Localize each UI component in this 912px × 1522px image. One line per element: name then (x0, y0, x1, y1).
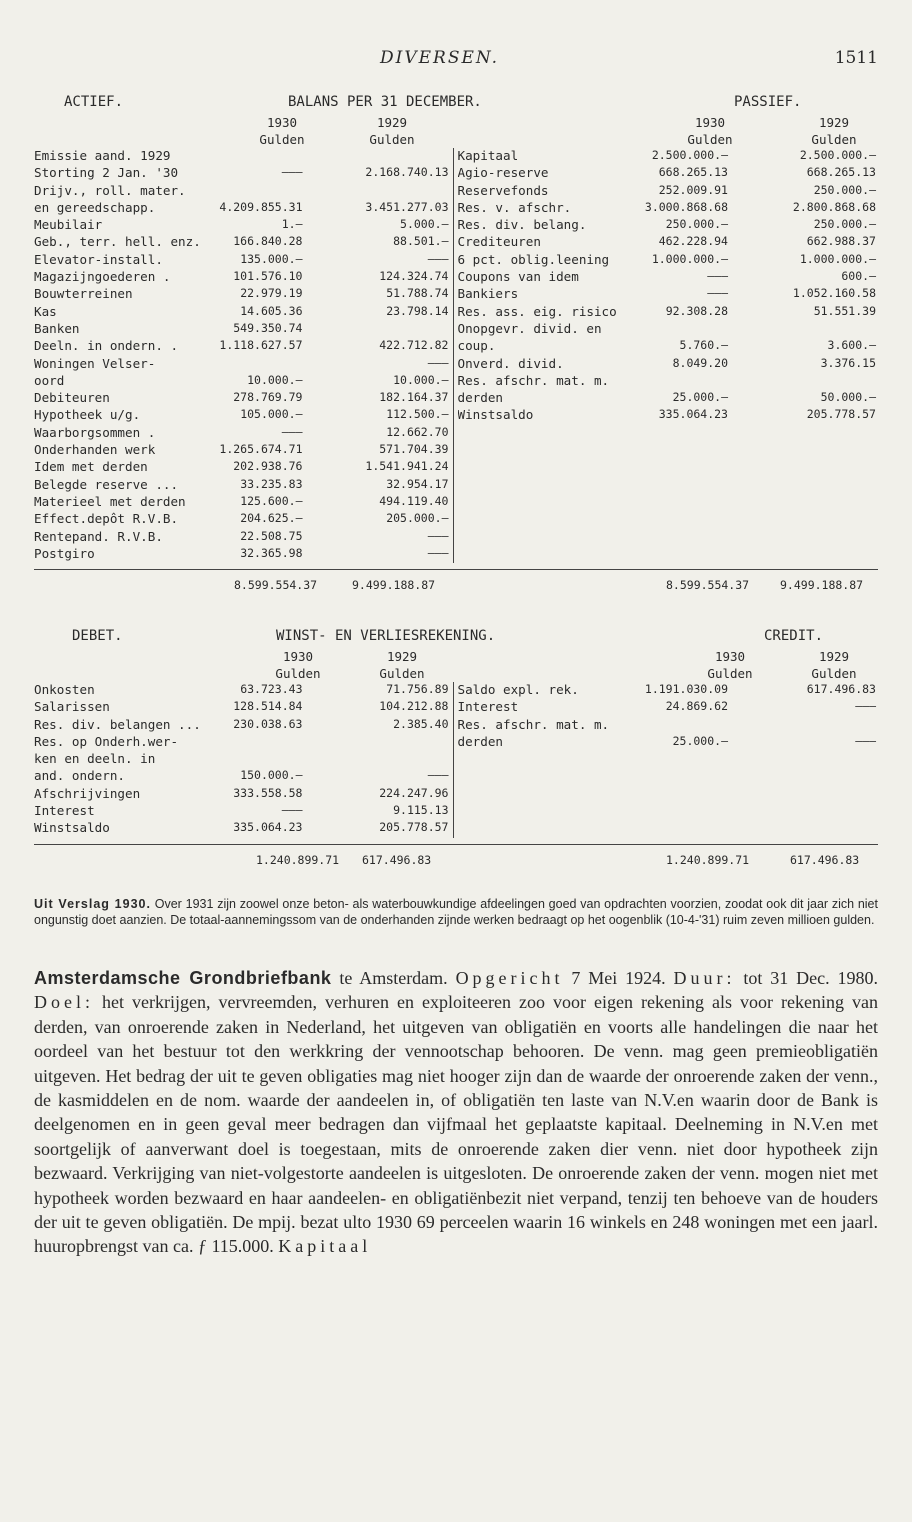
row-label: Res. div. belang. (457, 217, 587, 233)
credit-label: CREDIT. (764, 628, 824, 644)
value-1929: 600.— (841, 269, 876, 284)
year-1929: 1929 (376, 115, 408, 130)
value-1930: ——— (281, 165, 303, 180)
row-label: Crediteuren (457, 234, 541, 250)
value-1929: 88.501.— (393, 234, 449, 249)
value-1929: 51.788.74 (386, 286, 449, 301)
asset-row (34, 390, 453, 407)
credit-row (458, 682, 879, 699)
year-1929: 1929 (818, 115, 850, 130)
row-label: Reservefonds (457, 182, 549, 198)
row-label: Elevator-install. (34, 251, 163, 267)
value-1929: 617.496.83 (806, 682, 876, 696)
asset-row (34, 200, 453, 217)
pl-column-headers (34, 648, 878, 682)
pl-totals (34, 844, 878, 873)
value-1930: 2.500.000.— (651, 148, 728, 162)
asset-row (34, 546, 453, 563)
value-1929: 668.265.13 (806, 165, 876, 180)
value-1930: ——— (281, 424, 303, 439)
row-label: Res. afschr. mat. m. (457, 372, 610, 388)
asset-row (34, 148, 453, 165)
value-1929: 224.247.96 (379, 785, 449, 800)
credit-row (458, 699, 879, 716)
liability-row (458, 217, 879, 234)
value-1930: 1.000.000.— (651, 251, 728, 266)
asset-row (34, 321, 453, 338)
value-1929: 112.500.— (386, 407, 449, 422)
row-label: Onkosten (34, 682, 95, 697)
liability-row (458, 269, 879, 286)
row-label: oord (34, 372, 65, 388)
liability-row (458, 356, 879, 373)
row-label: Woningen Velser- (34, 355, 156, 371)
total-liabilities-1929: 9.499.188.87 (780, 578, 864, 593)
unit: Gulden (811, 666, 857, 681)
row-label: Geb., terr. hell. enz. (34, 234, 201, 250)
total-credit-1930: 1.240.899.71 (666, 853, 750, 867)
value-1929: 124.324.74 (379, 269, 449, 284)
row-label: Res. afschr. mat. m. (457, 716, 610, 732)
asset-row (34, 459, 453, 476)
row-label: Res. op Onderh.wer- (34, 733, 179, 749)
row-label: coup. (457, 338, 496, 354)
row-label: Belegde reserve ... (34, 476, 179, 492)
row-label: Kapitaal (457, 148, 519, 163)
value-1929: 422.712.82 (379, 338, 449, 353)
value-1930: 25.000.— (672, 390, 728, 405)
asset-row (34, 407, 453, 424)
row-label: Bouwterreinen (34, 286, 133, 302)
value-1929: 51.551.39 (813, 303, 876, 318)
value-1930: 668.265.13 (658, 165, 728, 180)
total-liabilities-1930: 8.599.554.37 (666, 578, 750, 593)
liabilities-column (454, 148, 879, 563)
value-1930: 1.265.674.71 (219, 442, 303, 457)
value-1929: 205.778.57 (806, 407, 876, 422)
asset-row (34, 356, 453, 373)
value-1929: 10.000.— (393, 372, 449, 387)
balance-titlebar (34, 94, 878, 114)
row-label: Winstsaldo (34, 820, 110, 836)
debit-row (34, 717, 453, 734)
row-label: Emissie aand. 1929 (34, 148, 171, 163)
value-1930: 101.576.10 (233, 269, 303, 284)
unit: Gulden (369, 132, 415, 147)
total-debit-1930: 1.240.899.71 (256, 853, 340, 867)
asset-row (34, 373, 453, 390)
assets-column (34, 148, 454, 563)
value-1930: 25.000.— (672, 733, 728, 748)
row-label: Effect.depôt R.V.B. (34, 511, 179, 527)
value-1929: 2.800.868.68 (792, 199, 876, 214)
asset-row (34, 165, 453, 182)
debet-label: DEBET. (72, 628, 123, 644)
row-label: Interest (457, 699, 519, 715)
unit: Gulden (379, 666, 425, 681)
value-1929: ——— (427, 251, 449, 266)
value-1930: 1.— (281, 217, 303, 232)
value-1930: 335.064.23 (233, 820, 303, 835)
liability-row (458, 252, 879, 269)
liability-row (458, 286, 879, 303)
note-text: Over 1931 zijn zoowel onze beton- als waterbouwkundige afdeelingen goed van opdrachten voorzien, zoodat ook dit jaar zich niet ongunstig doet aanzien. De totaal-aannemingssom van de onderhanden zijnde werken bedraagt op het oogenblik (10-4-'31) ruim zeven millioen gulden. (34, 897, 878, 927)
value-1929: 494.119.40 (379, 493, 449, 508)
row-label: Salarissen (34, 699, 110, 715)
value-1929: ——— (855, 699, 876, 714)
row-label: and. ondern. (34, 768, 125, 784)
asset-row (34, 234, 453, 251)
credit-row (458, 717, 879, 734)
value-1930: 125.600.— (240, 493, 303, 508)
value-1930: 63.723.43 (240, 682, 303, 696)
asset-row (34, 442, 453, 459)
total-assets-1929: 9.499.188.87 (352, 578, 436, 593)
asset-row (34, 269, 453, 286)
pl-title: WINST- EN VERLIESREKENING. (276, 628, 496, 644)
asset-row (34, 338, 453, 355)
value-1929: ——— (855, 733, 876, 748)
liability-row (458, 183, 879, 200)
row-label: Banken (34, 320, 80, 336)
row-label: Magazijngoederen . (34, 269, 171, 285)
total-credit-1929: 617.496.83 (790, 853, 860, 867)
row-label: Onverd. divid. (457, 355, 564, 371)
row-label: Winstsaldo (457, 407, 534, 423)
value-1929: 662.988.37 (806, 234, 876, 249)
entry-body: het verkrijgen, vervreemden, verhuren en exploiteeren zoo voor eigen rekening als voor rekening van derden, van onroerende zaken in Nederland, het uitgeven van obligatiën en voorts alle handelingen die naar het oordeel van het bestuur tot den werkkring der vennootschap behooren. De venn. mag geen premieobligatiën uitgeven. Het bedrag der uit te geven obligaties mag niet hooger zijn dan de waarde der onroerende zaken der venn., de kasmiddelen en de nom. waarde der aandeelen in, of obligatiën ten laste van N.V.en waarin door de Bank is deelgenomen en in geen geval meer bedragen dan vijfmaal het geplaatste kapitaal. Deelneming in N.V.en met soortgelijk of aanverwant doel is toegestaan, mits de onroerende zaken dier venn. niet door hypotheek zijn bezwaard. Verkrijging van niet-volgestorte aandeelen is uitgesloten. De onroerende zaken der venn. mogen niet met hypotheek worden bezwaard en haar aandeelen- en obligatiënbezit niet verpand, tenzij ten behoeve van de houders der uit te geven obligatiën. De mpij. bezat ulto 1930 69 perceelen waarin 16 winkels en 248 woningen met een jaarl. huuropbrengst van ca. ƒ 115.000. (34, 992, 878, 1257)
value-1929: 71.756.89 (386, 682, 449, 696)
doel-label: Doel: (34, 992, 94, 1013)
debit-row (34, 820, 453, 837)
duur-value: tot 31 Dec. 1980. (743, 968, 879, 988)
debit-column (34, 682, 454, 838)
liability-row (458, 200, 879, 217)
value-1929: 12.662.70 (386, 424, 449, 439)
row-label: ken en deeln. in (34, 751, 156, 767)
total-assets-1930: 8.599.554.37 (234, 578, 318, 593)
note-lead: Uit Verslag 1930. (34, 897, 151, 911)
year-1930: 1930 (282, 649, 314, 664)
row-label: Drijv., roll. mater. (34, 182, 186, 198)
value-1929: 250.000.— (813, 182, 876, 197)
row-label: Storting 2 Jan. '30 (34, 165, 179, 181)
liability-row (458, 148, 879, 165)
value-1930: 250.000.— (665, 217, 728, 232)
row-label: Bankiers (457, 286, 519, 302)
page-number: 1511 (834, 48, 878, 68)
asset-row (34, 183, 453, 200)
value-1929: ——— (427, 545, 449, 560)
value-1930: 92.308.28 (665, 303, 728, 318)
value-1930: 22.508.75 (240, 528, 303, 543)
company-place: te Amsterdam. (339, 968, 448, 988)
value-1929: 32.954.17 (386, 476, 449, 491)
value-1929: 205.778.57 (379, 820, 449, 835)
value-1929: 2.385.40 (393, 716, 449, 731)
value-1930: 204.625.— (240, 511, 303, 526)
company-name: Amsterdamsche Grondbriefbank (34, 968, 332, 988)
liability-row (458, 338, 879, 355)
value-1929: ——— (427, 355, 449, 370)
kapitaal-label: Kapitaal (278, 1236, 372, 1257)
row-label: Onopgevr. divid. en (457, 320, 602, 336)
value-1929: 2.500.000.— (799, 148, 876, 162)
unit: Gulden (811, 132, 857, 147)
asset-row (34, 304, 453, 321)
value-1930: 10.000.— (247, 372, 303, 387)
row-label: Onderhanden werk (34, 442, 156, 458)
value-1930: 22.979.19 (240, 286, 303, 301)
value-1929: 3.376.15 (820, 355, 876, 370)
liability-row (458, 321, 879, 338)
balance-totals (34, 569, 878, 598)
row-label: Idem met derden (34, 459, 148, 475)
row-label: Waarborgsommen . (34, 424, 156, 440)
value-1929: 1.000.000.— (799, 251, 876, 266)
value-1930: 14.605.36 (240, 303, 303, 318)
liability-row (458, 373, 879, 390)
year-1930: 1930 (694, 115, 726, 130)
value-1930: 105.000.— (240, 407, 303, 422)
year-1929: 1929 (818, 649, 850, 664)
value-1930: 24.869.62 (665, 699, 728, 714)
value-1929: 23.798.14 (386, 303, 449, 318)
row-label: Rentepand. R.V.B. (34, 528, 163, 544)
pl-titlebar (34, 628, 878, 648)
row-label: Postgiro (34, 545, 95, 561)
value-1930: ——— (707, 269, 728, 284)
liability-row (458, 407, 879, 424)
liability-row (458, 234, 879, 251)
asset-row (34, 477, 453, 494)
value-1929: 205.000.— (386, 511, 449, 526)
row-label: Res. v. afschr. (457, 199, 572, 215)
row-label: Res. div. belangen ... (34, 716, 201, 732)
liability-row (458, 390, 879, 407)
running-title: DIVERSEN. (380, 48, 500, 68)
year-1929: 1929 (386, 649, 418, 664)
value-1929: ——— (427, 768, 449, 783)
debit-row (34, 751, 453, 768)
row-label: Kas (34, 303, 57, 319)
annual-report-note (34, 896, 878, 928)
row-label: Coupons van idem (457, 269, 579, 285)
value-1930: 166.840.28 (233, 234, 303, 249)
asset-row (34, 252, 453, 269)
row-label: Res. ass. eig. risico (457, 303, 617, 319)
value-1929: 2.168.740.13 (365, 165, 449, 180)
row-label: Debiteuren (34, 390, 110, 406)
row-label: Deeln. in ondern. . (34, 338, 179, 354)
credit-row (458, 734, 879, 751)
debit-row (34, 734, 453, 751)
debit-row (34, 682, 453, 699)
value-1929: 50.000.— (820, 390, 876, 405)
year-1930: 1930 (714, 649, 746, 664)
unit: Gulden (275, 666, 321, 681)
debit-row (34, 768, 453, 785)
value-1929: 182.164.37 (379, 390, 449, 405)
row-label: Agio-reserve (457, 165, 549, 181)
row-label: derden (457, 390, 503, 406)
value-1930: ——— (707, 286, 728, 301)
balance-column-headers (34, 114, 878, 148)
value-1930: 32.365.98 (240, 545, 303, 560)
value-1930: 202.938.76 (233, 459, 303, 474)
value-1929: 250.000.— (813, 217, 876, 232)
value-1930: 1.191.030.09 (644, 682, 728, 696)
value-1930: 4.209.855.31 (219, 199, 303, 214)
year-1930: 1930 (266, 115, 298, 130)
row-label: Interest (34, 803, 95, 819)
value-1930: 333.558.58 (233, 785, 303, 800)
value-1930: 462.228.94 (658, 234, 728, 249)
page-header (0, 48, 912, 74)
asset-row (34, 217, 453, 234)
value-1929: 1.541.941.24 (365, 459, 449, 474)
row-label: derden (457, 733, 503, 749)
row-label: Saldo expl. rek. (457, 682, 579, 697)
profit-loss-account (34, 628, 878, 873)
value-1930: 549.350.74 (233, 320, 303, 335)
row-label: Afschrijvingen (34, 785, 141, 801)
value-1930: ——— (281, 803, 303, 818)
value-1930: 252.009.91 (658, 182, 728, 197)
row-label: Materieel met derden (34, 493, 186, 509)
value-1929: 5.000.— (400, 217, 449, 232)
credit-column (454, 682, 879, 838)
value-1929: 104.212.88 (379, 699, 449, 714)
value-1930: 33.235.83 (240, 476, 303, 491)
debit-row (34, 699, 453, 716)
row-label: Hypotheek u/g. (34, 407, 141, 423)
value-1929: 1.052.160.58 (792, 286, 876, 301)
opgericht-label: Opgericht (455, 968, 564, 988)
value-1930: 1.118.627.57 (219, 338, 303, 353)
opgericht-date: 7 Mei 1924. (571, 968, 666, 988)
value-1930: 128.514.84 (233, 699, 303, 714)
total-debit-1929: 617.496.83 (362, 853, 432, 867)
value-1930: 278.769.79 (233, 390, 303, 405)
value-1930: 150.000.— (240, 768, 303, 783)
value-1929: 3.600.— (827, 338, 876, 353)
asset-row (34, 529, 453, 546)
row-label: en gereedschapp. (34, 199, 156, 215)
value-1930: 135.000.— (240, 251, 303, 266)
row-label: Meubilair (34, 217, 103, 233)
asset-row (34, 494, 453, 511)
debit-row (34, 786, 453, 803)
value-1930: 335.064.23 (658, 407, 728, 422)
value-1929: 9.115.13 (393, 803, 449, 818)
value-1930: 3.000.868.68 (644, 199, 728, 214)
debit-row (34, 803, 453, 820)
value-1930: 5.760.— (679, 338, 728, 353)
actief-label: ACTIEF. (64, 94, 124, 110)
duur-label: Duur: (673, 968, 736, 988)
value-1929: 571.704.39 (379, 442, 449, 457)
balance-title: BALANS PER 31 DECEMBER. (288, 94, 482, 110)
value-1930: 8.049.20 (672, 355, 728, 370)
unit: Gulden (259, 132, 305, 147)
asset-row (34, 511, 453, 528)
unit: Gulden (687, 132, 733, 147)
value-1929: ——— (427, 528, 449, 543)
value-1930: 230.038.63 (233, 716, 303, 731)
passief-label: PASSIEF. (734, 94, 802, 110)
row-label: 6 pct. oblig.leening (457, 251, 610, 267)
value-1929: 3.451.277.03 (365, 199, 449, 214)
liability-row (458, 304, 879, 321)
liability-row (458, 165, 879, 182)
asset-row (34, 286, 453, 303)
unit: Gulden (707, 666, 753, 681)
asset-row (34, 425, 453, 442)
company-entry (34, 966, 878, 1259)
balance-sheet (34, 94, 878, 598)
